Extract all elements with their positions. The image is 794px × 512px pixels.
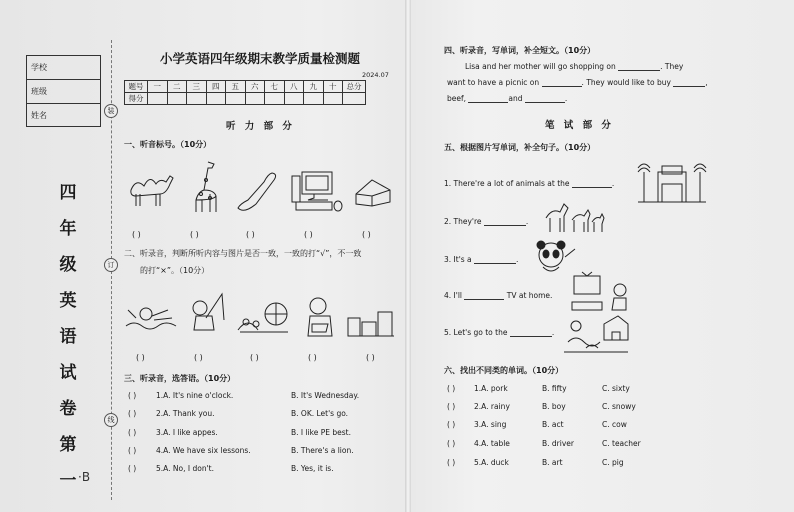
- vertical-char: 语: [59, 327, 77, 347]
- vertical-title: [55, 175, 81, 499]
- section-6-heading: 六、找出不同类的单词。（10分）: [444, 366, 564, 375]
- score-blank[interactable]: [343, 93, 366, 105]
- sentence-2: [444, 217, 528, 226]
- passage-line-3: [447, 94, 567, 103]
- section-4-heading: 四、听录音，写单词，补全短文。（10分）: [444, 46, 596, 55]
- option-b: B. There's a lion.: [291, 446, 354, 455]
- section-1-heading: 一、听音标号。（10分）: [124, 140, 212, 149]
- vertical-char: 一: [59, 471, 77, 491]
- binding-hole: 装: [104, 104, 118, 118]
- sentence-text: .: [551, 328, 555, 337]
- option-b: B. act: [542, 420, 564, 429]
- sentence-text: 2. They're: [444, 217, 482, 226]
- sentence-1: [444, 179, 614, 188]
- score-cell: 二: [167, 81, 187, 93]
- passage-text: ,: [705, 78, 708, 87]
- class-label: 班级: [31, 87, 47, 96]
- answer-paren[interactable]: ( ): [447, 420, 456, 429]
- option-c: C. sixty: [602, 384, 630, 393]
- horses-picture: [542, 198, 606, 236]
- sentence-3: [444, 255, 518, 264]
- vertical-char: 英: [59, 291, 77, 311]
- vertical-char: 年: [59, 219, 77, 239]
- score-blank[interactable]: [265, 93, 285, 105]
- score-blank[interactable]: [304, 93, 324, 105]
- blank-line[interactable]: [510, 328, 555, 337]
- score-value-row: [125, 93, 366, 105]
- exam-date: 2024.07: [362, 71, 389, 79]
- score-cell: 九: [304, 81, 324, 93]
- sentence-text: 5. Let's go to the: [444, 328, 508, 337]
- score-header-row: [125, 81, 366, 93]
- blank-line[interactable]: [484, 217, 529, 226]
- blank-line[interactable]: [572, 179, 615, 188]
- camel-picture: [126, 168, 176, 210]
- answer-blank[interactable]: ( ): [304, 230, 313, 239]
- binding-hole: 线: [104, 413, 118, 427]
- vertical-char: 级: [59, 255, 77, 275]
- option-a: 2.A. Thank you.: [156, 409, 215, 418]
- school-label: 学校: [31, 63, 47, 72]
- score-cell: 题号: [125, 81, 148, 93]
- option-b: B. boy: [542, 402, 566, 411]
- score-blank[interactable]: [167, 93, 187, 105]
- computer-picture: [290, 170, 346, 214]
- passage-text: . They would like to buy: [581, 78, 671, 87]
- sentence-text: .: [525, 217, 529, 226]
- pen-mark: ·B: [78, 470, 91, 484]
- section-2-answer-row: [136, 353, 416, 362]
- blank-line[interactable]: [474, 255, 519, 264]
- option-c: C. teacher: [602, 439, 641, 448]
- option-c: C. pig: [602, 458, 624, 467]
- answer-blank[interactable]: ( ): [308, 353, 317, 362]
- score-blank[interactable]: [148, 93, 168, 105]
- score-blank[interactable]: [226, 93, 246, 105]
- answer-blank[interactable]: ( ): [194, 353, 203, 362]
- score-cell: 三: [187, 81, 207, 93]
- option-b: B. It's Wednesday.: [291, 391, 360, 400]
- farm-picture: [562, 312, 630, 356]
- blank-line[interactable]: [673, 78, 708, 87]
- score-cell: 十: [323, 81, 343, 93]
- answer-paren[interactable]: ( ): [128, 428, 137, 437]
- sentence-text: 3. It's a: [444, 255, 472, 264]
- answer-blank[interactable]: ( ): [250, 353, 259, 362]
- answer-blank[interactable]: ( ): [136, 353, 145, 362]
- answer-paren[interactable]: ( ): [128, 409, 137, 418]
- option-b: B. fifty: [542, 384, 567, 393]
- vertical-char: 第: [59, 435, 77, 455]
- zoo-picture: [636, 158, 708, 204]
- score-cell: 一: [148, 81, 168, 93]
- option-a: 2.A. rainy: [474, 402, 510, 411]
- answer-paren[interactable]: ( ): [128, 391, 137, 400]
- option-a: 4.A. table: [474, 439, 510, 448]
- answer-paren[interactable]: ( ): [447, 384, 456, 393]
- sentence-text: .: [516, 255, 519, 264]
- score-cell: 六: [245, 81, 265, 93]
- page-fold: [405, 0, 411, 512]
- vertical-char: 试: [59, 363, 77, 383]
- listening-part-title: 听 力 部 分: [226, 121, 295, 132]
- blank-line[interactable]: [468, 94, 508, 103]
- section-2-heading-cont: 的打“×”。（10分）: [140, 266, 210, 275]
- cake-picture: [354, 176, 392, 208]
- answer-blank[interactable]: ( ): [366, 353, 375, 362]
- sentence-text: .: [611, 179, 615, 188]
- score-cell: 七: [265, 81, 285, 93]
- option-a: 4.A. We have six lessons.: [156, 446, 251, 455]
- score-blank[interactable]: [245, 93, 265, 105]
- answer-blank[interactable]: ( ): [362, 230, 371, 239]
- option-a: 5.A. duck: [474, 458, 509, 467]
- exam-title: 小学英语四年级期末教学质量检测题: [159, 51, 360, 66]
- vertical-char: 四: [59, 183, 77, 203]
- binding-hole: 订: [104, 258, 118, 272]
- score-cell: 八: [284, 81, 304, 93]
- blank-line[interactable]: [464, 291, 504, 300]
- sentence-text: 4. I'll: [444, 291, 462, 300]
- option-a: 3.A. I like appes.: [156, 428, 218, 437]
- option-b: B. Yes, it is.: [291, 464, 334, 473]
- passage-text: and: [508, 94, 523, 103]
- answer-paren[interactable]: ( ): [128, 464, 137, 473]
- score-blank[interactable]: [187, 93, 207, 105]
- option-a: 3.A. sing: [474, 420, 507, 429]
- sausage-picture: [234, 170, 280, 214]
- swimming-picture: [124, 296, 180, 336]
- score-cell: 总分: [343, 81, 366, 93]
- answer-paren[interactable]: ( ): [447, 439, 456, 448]
- section-3-heading: 三、听录音，选答语。（10分）: [124, 374, 236, 383]
- score-blank[interactable]: [284, 93, 304, 105]
- score-cell: 五: [226, 81, 246, 93]
- section-5-heading: 五、根据图片写单词，补全句子。（10分）: [444, 143, 596, 152]
- sentence-5: [444, 328, 554, 337]
- giraffe-picture: [188, 160, 224, 214]
- kitchen-picture: [346, 308, 396, 338]
- blank-line[interactable]: [542, 78, 582, 87]
- answer-blank[interactable]: ( ): [132, 230, 141, 239]
- sentence-4: [444, 291, 552, 300]
- watch-tv-picture: [570, 272, 632, 312]
- name-row: [27, 104, 100, 127]
- passage-text: .: [564, 94, 568, 103]
- blank-line[interactable]: [618, 62, 660, 71]
- sentence-text: 1. There're a lot of animals at the: [444, 179, 570, 188]
- sentence-text: TV at home.: [506, 291, 553, 300]
- passage-text: beef,: [447, 94, 467, 103]
- section-1-answer-row: [132, 230, 412, 239]
- option-a: 1.A. It's nine o'clock.: [156, 391, 234, 400]
- vertical-char: 卷: [59, 399, 77, 419]
- passage-text: want to have a picnic on: [447, 78, 540, 87]
- reading-picture: [300, 294, 340, 340]
- score-table: [124, 80, 366, 105]
- writing-part-title: 笔 试 部 分: [545, 120, 614, 131]
- answer-blank[interactable]: ( ): [190, 230, 199, 239]
- blank-line[interactable]: [525, 94, 568, 103]
- score-cell: 四: [206, 81, 226, 93]
- answer-paren[interactable]: ( ): [447, 402, 456, 411]
- option-a: 1.A. pork: [474, 384, 508, 393]
- school-row: [27, 56, 100, 80]
- option-b: B. art: [542, 458, 563, 467]
- passage-line-2: [447, 78, 708, 87]
- student-info-box: [26, 55, 101, 127]
- option-b: B. driver: [542, 439, 574, 448]
- score-cell: 得分: [125, 93, 148, 105]
- park-picture: [234, 300, 292, 336]
- option-b: B. I like PE best.: [291, 428, 352, 437]
- answer-blank[interactable]: ( ): [246, 230, 255, 239]
- section-2-heading: 二、听录音，判断所听内容与图片是否一致，一致的打“√”，不一致: [124, 249, 362, 258]
- option-c: C. cow: [602, 420, 627, 429]
- class-row: [27, 80, 100, 104]
- option-b: B. OK. Let's go.: [291, 409, 349, 418]
- passage-line-1: [465, 62, 683, 71]
- option-a: 5.A. No, I don't.: [156, 464, 214, 473]
- passage-text: Lisa and her mother will go shopping on: [465, 62, 616, 71]
- passage-text: . They: [660, 62, 684, 71]
- answer-paren[interactable]: ( ): [447, 458, 456, 467]
- fishing-picture: [184, 290, 230, 338]
- answer-paren[interactable]: ( ): [128, 446, 137, 455]
- name-label: 姓名: [31, 111, 47, 120]
- option-c: C. snowy: [602, 402, 636, 411]
- score-blank[interactable]: [206, 93, 226, 105]
- score-blank[interactable]: [323, 93, 343, 105]
